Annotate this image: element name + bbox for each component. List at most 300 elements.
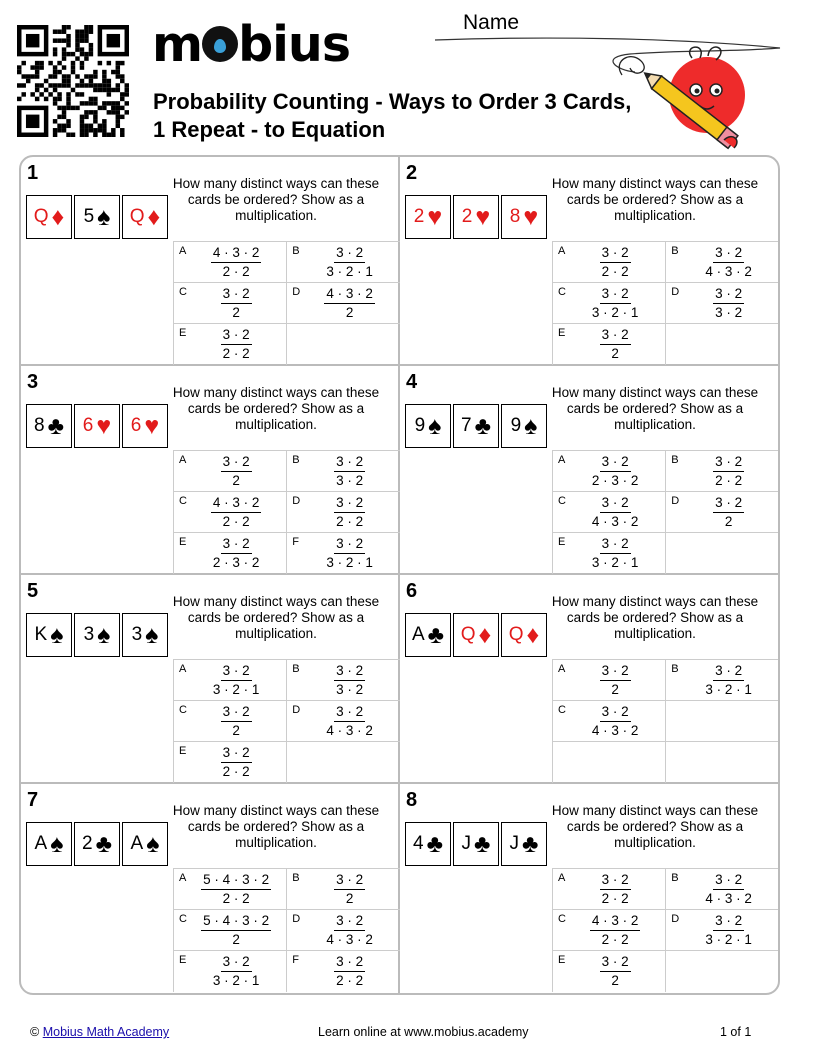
option-fraction: [713, 494, 744, 531]
answer-option[interactable]: [666, 242, 779, 283]
question-text: How many distinct ways can these cards be ordered? Show as a multiplication.: [551, 803, 759, 850]
answer-option[interactable]: [553, 951, 666, 992]
card-suit-icon: ♣: [427, 620, 445, 649]
fraction-numerator: 3 · 2: [600, 285, 631, 304]
fraction-denominator: 3 · 2: [336, 681, 364, 697]
answer-option[interactable]: [174, 492, 287, 533]
option-label: A: [179, 454, 187, 466]
fraction-denominator: 3 · 2: [715, 304, 743, 320]
fraction-denominator: 2: [611, 681, 619, 697]
logo-drop-icon: [202, 26, 238, 62]
option-fraction: [213, 535, 260, 572]
fraction-denominator: 4 · 3 · 2: [705, 263, 752, 279]
card-rank: A: [130, 833, 144, 854]
option-fraction: [213, 662, 260, 699]
answer-options: [173, 868, 400, 992]
option-fraction: [334, 453, 365, 490]
card-suit-icon: ♠: [145, 620, 159, 649]
fraction-numerator: 3 · 2: [600, 326, 631, 345]
fraction-denominator: 3 · 2 · 1: [212, 972, 260, 988]
fraction-numerator: 3 · 2: [713, 244, 744, 263]
empty-option-slot: [666, 701, 779, 742]
answer-option[interactable]: [287, 951, 400, 992]
card-suit-icon: ♥: [475, 202, 491, 231]
qr-code: [17, 25, 129, 137]
option-label: B: [671, 245, 679, 257]
playing-card: [501, 822, 547, 866]
answer-option[interactable]: [553, 660, 666, 701]
option-fraction: [592, 535, 639, 572]
card-rank: 9: [414, 415, 426, 436]
answer-option[interactable]: [553, 283, 666, 324]
fraction-denominator: 2 · 2: [222, 263, 250, 279]
problem-cell: [400, 575, 779, 784]
option-label: A: [558, 663, 566, 675]
option-label: F: [292, 954, 299, 966]
option-label: D: [671, 495, 680, 507]
answer-option[interactable]: [553, 451, 666, 492]
answer-option[interactable]: [287, 492, 400, 533]
playing-card: [501, 613, 547, 657]
card-rank: 3: [131, 624, 143, 645]
problem-cell: [21, 575, 400, 784]
answer-option[interactable]: [174, 242, 287, 283]
option-label: B: [292, 872, 300, 884]
answer-options: [173, 450, 400, 574]
option-label: D: [292, 913, 301, 925]
option-fraction: [201, 912, 271, 949]
card-row: [405, 404, 547, 448]
fraction-denominator: 2 · 3 · 2: [212, 554, 260, 570]
card-rank: A: [34, 833, 48, 854]
problem-number: 7: [27, 789, 39, 811]
fraction-numerator: 3 · 2: [221, 703, 252, 722]
option-fraction: [705, 871, 752, 908]
card-rank: 2: [461, 206, 473, 227]
fraction-denominator: 2 · 2: [336, 972, 364, 988]
card-row: [26, 404, 168, 448]
card-suit-icon: ♣: [474, 411, 491, 440]
fraction-denominator: 2: [232, 722, 240, 738]
option-fraction: [326, 244, 373, 281]
fraction-numerator: 3 · 2: [334, 453, 365, 472]
footer-copyright: [30, 1025, 169, 1039]
fraction-denominator: 2: [232, 304, 240, 320]
answer-options: [173, 659, 400, 783]
fraction-numerator: 3 · 2: [221, 453, 252, 472]
option-label: A: [179, 663, 187, 675]
option-label: E: [558, 954, 566, 966]
fraction-numerator: 3 · 2: [334, 703, 365, 722]
fraction-denominator: 4 · 3 · 2: [591, 722, 639, 738]
fraction-numerator: 3 · 2: [713, 453, 744, 472]
card-rank: 9: [510, 415, 522, 436]
playing-card: [453, 613, 499, 657]
card-rank: 6: [130, 415, 142, 436]
fraction-denominator: 3 · 2 · 1: [705, 931, 752, 947]
footer-center-text: Learn online at www.mobius.academy: [318, 1025, 529, 1039]
option-fraction: [590, 912, 641, 949]
playing-card: [122, 404, 168, 448]
fraction-denominator: 2 · 2: [601, 890, 629, 906]
fraction-denominator: 4 · 3 · 2: [326, 722, 373, 738]
playing-card: [501, 195, 547, 239]
mascot-illustration: [612, 40, 762, 155]
card-rank: K: [34, 624, 48, 645]
answer-option[interactable]: [553, 533, 666, 574]
answer-option[interactable]: [287, 660, 400, 701]
fraction-denominator: 4 · 3 · 2: [591, 513, 639, 529]
playing-card: [405, 613, 451, 657]
empty-option-slot: [666, 324, 779, 365]
card-suit-icon: ♠: [97, 202, 111, 231]
fraction-numerator: 3 · 2: [600, 453, 631, 472]
option-fraction: [600, 244, 631, 281]
option-label: B: [292, 663, 300, 675]
option-fraction: [705, 662, 752, 699]
answer-option[interactable]: [287, 533, 400, 574]
fraction-numerator: 3 · 2: [334, 494, 365, 513]
fraction-denominator: 2: [345, 890, 354, 906]
fraction-denominator: 3 · 2: [336, 472, 364, 488]
fraction-numerator: 3 · 2: [713, 662, 744, 681]
card-row: [26, 822, 168, 866]
playing-card: [74, 613, 120, 657]
option-fraction: [221, 453, 252, 490]
fraction-denominator: 2 · 2: [222, 345, 250, 361]
question-text: How many distinct ways can these cards be ordered? Show as a multiplication.: [172, 803, 380, 850]
empty-option-slot: [666, 951, 779, 992]
answer-option[interactable]: [666, 451, 779, 492]
card-suit-icon: ♥: [96, 411, 112, 440]
option-label: B: [292, 454, 300, 466]
answer-option[interactable]: [174, 324, 287, 365]
answer-option[interactable]: [174, 701, 287, 742]
fraction-numerator: 3 · 2: [221, 535, 252, 554]
option-fraction: [221, 744, 252, 781]
fraction-numerator: 3 · 2: [713, 494, 744, 513]
option-fraction: [600, 662, 631, 699]
option-fraction: [334, 871, 365, 908]
fraction-numerator: 3 · 2: [600, 494, 631, 513]
answer-option[interactable]: [287, 869, 400, 910]
option-label: C: [179, 495, 187, 507]
fraction-denominator: 2: [345, 304, 354, 320]
name-label: Name: [463, 11, 520, 34]
answer-option[interactable]: [553, 324, 666, 365]
answer-option[interactable]: [553, 910, 666, 951]
problem-number: 2: [406, 162, 418, 184]
playing-card: [26, 613, 72, 657]
option-fraction: [334, 953, 365, 990]
card-rank: 8: [509, 206, 521, 227]
empty-option-slot: [666, 742, 779, 783]
fraction-numerator: 3 · 2: [221, 285, 252, 304]
fraction-numerator: 3 · 2: [600, 662, 631, 681]
playing-card: [26, 195, 72, 239]
fraction-numerator: 3 · 2: [334, 662, 365, 681]
copyright-symbol: ©: [30, 1025, 40, 1039]
fraction-numerator: 3 · 2: [334, 535, 365, 554]
fraction-numerator: 3 · 2: [600, 535, 631, 554]
card-rank: 8: [34, 415, 45, 436]
fraction-denominator: 2 · 3 · 2: [591, 472, 639, 488]
fraction-numerator: 3 · 2: [600, 953, 631, 972]
option-fraction: [201, 871, 271, 908]
answer-option[interactable]: [287, 283, 400, 324]
problem-number: 5: [27, 580, 39, 602]
problem-cell: [400, 366, 779, 575]
option-fraction: [705, 244, 752, 281]
fraction-numerator: 3 · 2: [713, 871, 744, 890]
option-fraction: [211, 244, 262, 281]
fraction-denominator: 3 · 2 · 1: [212, 681, 260, 697]
option-fraction: [334, 662, 365, 699]
card-rank: 3: [83, 624, 95, 645]
question-text: How many distinct ways can these cards be ordered? Show as a multiplication.: [172, 385, 380, 432]
answer-option[interactable]: [553, 869, 666, 910]
option-label: E: [179, 954, 187, 966]
option-fraction: [211, 494, 262, 531]
empty-option-slot: [666, 533, 779, 574]
question-text: How many distinct ways can these cards be ordered? Show as a multiplication.: [551, 594, 759, 641]
option-label: A: [179, 872, 187, 884]
card-rank: 4: [413, 833, 424, 854]
mobius-logo: m bius: [152, 16, 350, 73]
card-rank: 7: [461, 415, 472, 436]
option-label: E: [558, 327, 566, 339]
option-label: E: [179, 745, 187, 757]
card-suit-icon: ♠: [50, 620, 64, 649]
card-rank: Q: [508, 624, 524, 645]
option-fraction: [326, 535, 373, 572]
fraction-numerator: 3 · 2: [334, 912, 365, 931]
fraction-numerator: 4 · 3 · 2: [211, 494, 262, 513]
fraction-numerator: 3 · 2: [600, 703, 631, 722]
playing-card: [405, 404, 451, 448]
problem-cell: [21, 157, 400, 366]
fraction-numerator: 3 · 2: [334, 871, 365, 890]
fraction-numerator: 3 · 2: [600, 244, 631, 263]
card-rank: Q: [129, 206, 145, 227]
answer-option[interactable]: [553, 701, 666, 742]
card-suit-icon: ♥: [427, 202, 443, 231]
option-label: F: [292, 536, 299, 548]
option-fraction: [600, 326, 631, 363]
fraction-numerator: 3 · 2: [600, 871, 631, 890]
answer-option[interactable]: [174, 742, 287, 783]
option-label: E: [179, 536, 187, 548]
answer-option[interactable]: [666, 910, 779, 951]
fraction-numerator: 3 · 2: [221, 744, 252, 763]
playing-card: [122, 195, 168, 239]
answer-option[interactable]: [174, 660, 287, 701]
answer-options: [552, 868, 779, 992]
option-label: A: [558, 872, 566, 884]
option-label: B: [671, 663, 679, 675]
fraction-denominator: 2 · 2: [601, 931, 629, 947]
answer-option[interactable]: [287, 701, 400, 742]
option-fraction: [221, 326, 252, 363]
answer-option[interactable]: [174, 451, 287, 492]
playing-card: [74, 195, 120, 239]
card-suit-icon: ♠: [97, 620, 111, 649]
fraction-denominator: 3 · 2 · 1: [326, 263, 373, 279]
empty-option-slot: [553, 742, 666, 783]
card-suit-icon: ♦: [526, 620, 540, 649]
card-suit-icon: ♣: [426, 829, 443, 858]
option-label: C: [558, 913, 566, 925]
card-rank: Q: [33, 206, 49, 227]
fraction-numerator: 3 · 2: [221, 953, 252, 972]
option-fraction: [600, 953, 631, 990]
card-suit-icon: ♠: [428, 411, 442, 440]
option-label: A: [558, 245, 566, 257]
problem-number: 1: [27, 162, 39, 184]
option-fraction: [592, 703, 639, 740]
option-label: C: [558, 286, 566, 298]
question-text: How many distinct ways can these cards be ordered? Show as a multiplication.: [172, 594, 380, 641]
card-suit-icon: ♦: [478, 620, 492, 649]
option-label: A: [179, 245, 187, 257]
problem-cell: [21, 366, 400, 575]
option-fraction: [334, 494, 365, 531]
fraction-denominator: 3 · 2 · 1: [326, 554, 373, 570]
fraction-numerator: 5 · 4 · 3 · 2: [201, 912, 271, 931]
problem-number: 8: [406, 789, 418, 811]
fraction-denominator: 2 · 2: [222, 890, 250, 906]
option-fraction: [221, 285, 252, 322]
playing-card: [26, 404, 72, 448]
playing-card: [405, 822, 451, 866]
card-suit-icon: ♥: [144, 411, 160, 440]
card-suit-icon: ♠: [50, 829, 64, 858]
playing-card: [453, 195, 499, 239]
answer-option[interactable]: [666, 283, 779, 324]
answer-options: [552, 659, 779, 783]
fraction-denominator: 2 · 2: [601, 263, 629, 279]
card-row: [26, 613, 168, 657]
fraction-denominator: 2 · 2: [336, 513, 364, 529]
fraction-numerator: 3 · 2: [334, 953, 365, 972]
fraction-denominator: 2 · 2: [222, 513, 250, 529]
option-fraction: [713, 285, 744, 322]
card-rank: 2: [82, 833, 93, 854]
answer-option[interactable]: [553, 492, 666, 533]
answer-option[interactable]: [666, 492, 779, 533]
fraction-denominator: 2: [611, 972, 619, 988]
card-row: [405, 822, 547, 866]
option-fraction: [713, 453, 744, 490]
answer-option[interactable]: [174, 283, 287, 324]
answer-option[interactable]: [174, 951, 287, 992]
card-rank: 2: [413, 206, 425, 227]
option-label: D: [292, 495, 301, 507]
answer-options: [552, 450, 779, 574]
problem-number: 3: [27, 371, 39, 393]
playing-card: [405, 195, 451, 239]
card-suit-icon: ♣: [474, 829, 491, 858]
fraction-denominator: 3 · 2 · 1: [591, 554, 639, 570]
option-fraction: [324, 285, 375, 322]
card-row: [26, 195, 168, 239]
card-row: [405, 195, 547, 239]
problem-number: 6: [406, 580, 418, 602]
card-suit-icon: ♥: [523, 202, 539, 231]
page-number: 1 of 1: [720, 1025, 752, 1039]
answer-option[interactable]: [666, 869, 779, 910]
fraction-numerator: 3 · 2: [221, 662, 252, 681]
option-label: B: [671, 454, 679, 466]
fraction-numerator: 4 · 3 · 2: [590, 912, 641, 931]
fraction-numerator: 3 · 2: [713, 285, 744, 304]
option-fraction: [592, 453, 639, 490]
playing-card: [122, 613, 168, 657]
answer-option[interactable]: [174, 910, 287, 951]
playing-card: [453, 822, 499, 866]
card-rank: Q: [460, 624, 476, 645]
card-rank: A: [411, 624, 425, 645]
card-suit-icon: ♦: [51, 202, 65, 231]
fraction-numerator: 3 · 2: [221, 326, 252, 345]
card-suit-icon: ♣: [522, 829, 539, 858]
playing-card: [453, 404, 499, 448]
answer-option[interactable]: [666, 660, 779, 701]
problem-cell: [400, 784, 779, 993]
playing-card: [74, 822, 120, 866]
option-fraction: [221, 703, 252, 740]
fraction-numerator: 4 · 3 · 2: [211, 244, 262, 263]
playing-card: [501, 404, 547, 448]
answer-option[interactable]: [287, 242, 400, 283]
option-label: C: [179, 286, 187, 298]
option-label: E: [179, 327, 187, 339]
card-rank: 5: [83, 206, 95, 227]
option-label: C: [558, 495, 566, 507]
fraction-denominator: 2: [232, 931, 240, 947]
option-fraction: [600, 871, 631, 908]
answer-option[interactable]: [287, 451, 400, 492]
mobius-link[interactable]: Mobius Math Academy: [42, 1025, 170, 1039]
option-label: D: [671, 913, 680, 925]
playing-card: [122, 822, 168, 866]
option-label: A: [558, 454, 566, 466]
fraction-denominator: 4 · 3 · 2: [326, 931, 373, 947]
answer-option[interactable]: [174, 533, 287, 574]
option-label: B: [292, 245, 300, 257]
option-label: B: [671, 872, 679, 884]
fraction-denominator: 3 · 2 · 1: [705, 681, 752, 697]
question-text: How many distinct ways can these cards be ordered? Show as a multiplication.: [172, 176, 380, 223]
answer-option[interactable]: [174, 869, 287, 910]
fraction-denominator: 2: [611, 345, 619, 361]
fraction-denominator: 4 · 3 · 2: [705, 890, 752, 906]
question-text: How many distinct ways can these cards be ordered? Show as a multiplication.: [551, 176, 759, 223]
option-label: D: [671, 286, 680, 298]
option-fraction: [592, 285, 639, 322]
playing-card: [26, 822, 72, 866]
option-fraction: [705, 912, 752, 949]
answer-option[interactable]: [287, 910, 400, 951]
answer-option[interactable]: [553, 242, 666, 283]
fraction-numerator: 3 · 2: [713, 912, 744, 931]
card-suit-icon: ♠: [146, 829, 160, 858]
card-rank: J: [509, 833, 520, 854]
fraction-denominator: 3 · 2 · 1: [591, 304, 639, 320]
fraction-numerator: 4 · 3 · 2: [324, 285, 375, 304]
empty-option-slot: [287, 324, 400, 365]
option-label: D: [292, 286, 301, 298]
